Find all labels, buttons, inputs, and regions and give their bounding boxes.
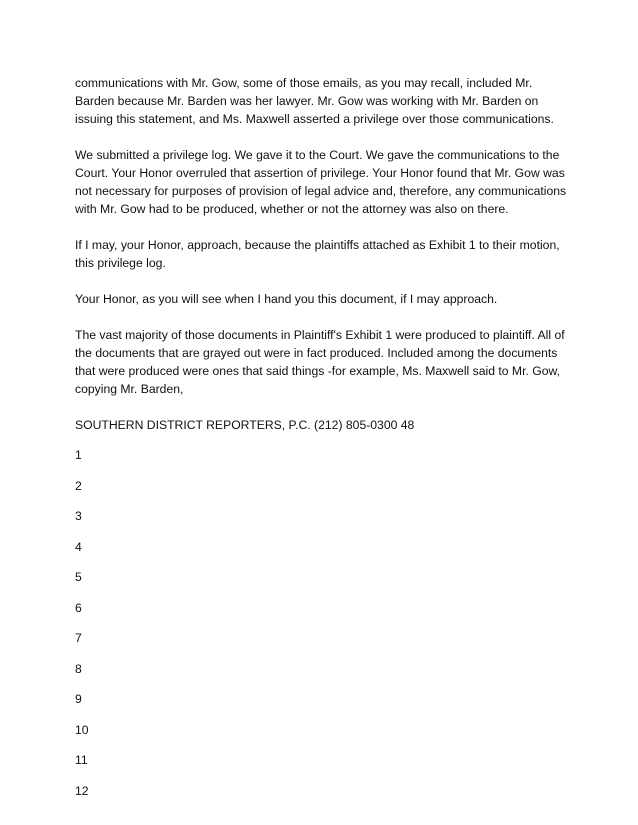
line-number-list — [75, 446, 570, 812]
paragraph: The vast majority of those documents in Plaintiff's Exhibit 1 were produced to plaintiff. All of the documents that are grayed out were in fact produced. Included among the documents that were produced were ones that said things -for example, Ms. Maxwell said to Mr. Gow, copying Mr. Barden, — [75, 328, 565, 396]
paragraph: We submitted a privilege log. We gave it to the Court. We gave the communications to the Court. Your Honor overruled that assertion of privilege. Your Honor found that Mr. Gow was not necessary for purposes of provision of legal advice and, therefore, any communications with Mr. Gow had to be produced, whether or not the attorney was also on there. — [75, 148, 567, 216]
paragraph: If I may, your Honor, approach, because the plaintiffs attached as Exhibit 1 to their motion, this privilege log. — [75, 238, 560, 270]
reporter-footer: SOUTHERN DISTRICT REPORTERS, P.C. (212) 805-0300 48 — [75, 418, 415, 432]
line-number: 6 — [75, 600, 82, 615]
line-number: 3 — [75, 509, 82, 523]
paragraph: communications with Mr. Gow, some of those emails, as you may recall, included Mr. Barden because Mr. Barden was her lawyer. Mr. Gow was working with Mr. Barden on issuing this statement, and Ms. Maxwell asserted a privilege over those communications. — [75, 76, 554, 126]
line-number: 8 — [75, 661, 82, 676]
line-number: 9 — [75, 692, 82, 706]
line-number: 5 — [75, 570, 82, 584]
line-number: 12 — [75, 783, 89, 798]
line-number: 1 — [75, 448, 82, 462]
document-page — [75, 74, 570, 812]
line-number: 7 — [75, 631, 82, 645]
line-number: 4 — [75, 539, 82, 554]
line-number: 10 — [75, 722, 89, 737]
line-number: 11 — [75, 753, 88, 767]
paragraph: Your Honor, as you will see when I hand you this document, if I may approach. — [75, 292, 498, 306]
line-number: 2 — [75, 478, 82, 493]
